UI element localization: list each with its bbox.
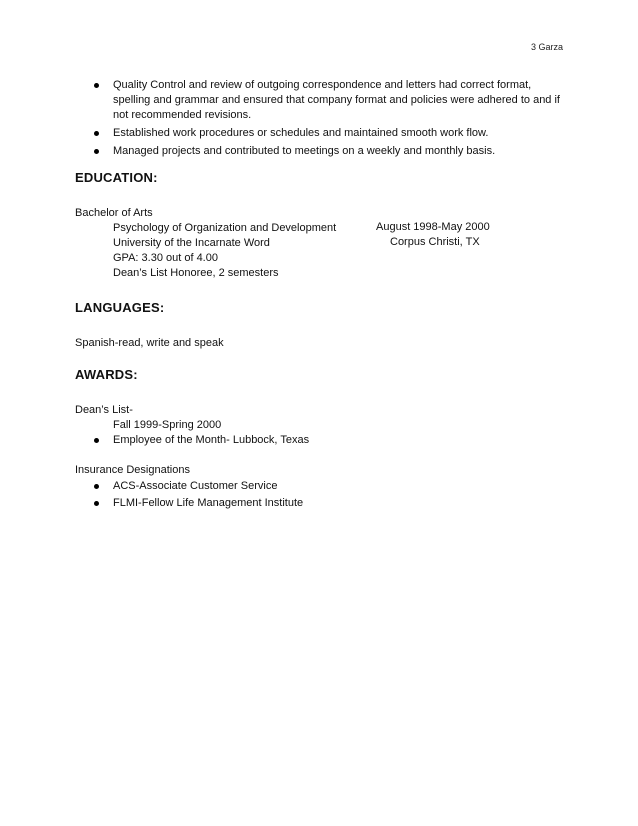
page-number-header: 3 Garza xyxy=(530,42,563,52)
bullet-icon xyxy=(94,438,99,443)
award-bullet xyxy=(75,433,555,448)
experience-bullet-list xyxy=(75,78,565,162)
insurance-bullet xyxy=(75,496,555,511)
gpa-text: GPA: 3.30 out of 4.00 xyxy=(113,252,218,264)
bullet-icon xyxy=(94,501,99,506)
bullet-icon xyxy=(94,83,99,88)
experience-bullet xyxy=(75,78,565,123)
experience-bullet xyxy=(75,144,565,159)
bullet-text: Employee of the Month- Lubbock, Texas xyxy=(113,434,310,446)
deans-list-title: Dean’s List- xyxy=(75,404,133,416)
bullet-text: Quality Control and review of outgoing correspondence and letters had correct format, spelling and grammar and ensured that company format and policies were adhered to and if not recommended revisions. xyxy=(113,79,560,121)
bullet-text: Established work procedures or schedules and maintained smooth work flow. xyxy=(113,127,489,139)
insurance-bullet xyxy=(75,479,555,494)
school-location: Corpus Christi, TX xyxy=(390,236,480,248)
bullet-icon xyxy=(94,149,99,154)
awards-heading: AWARDS: xyxy=(75,367,138,382)
major-text: Psychology of Organization and Development xyxy=(113,222,337,234)
bullet-text: Managed projects and contributed to meetings on a weekly and monthly basis. xyxy=(113,145,496,157)
honor-text: Dean’s List Honoree, 2 semesters xyxy=(113,267,279,279)
school-name: University of the Incarnate Word xyxy=(113,237,270,249)
experience-bullet xyxy=(75,126,565,141)
languages-heading: LANGUAGES: xyxy=(75,300,165,315)
bullet-text: ACS-Associate Customer Service xyxy=(113,480,278,492)
bullet-text: FLMI-Fellow Life Management Institute xyxy=(113,497,304,509)
education-heading: EDUCATION: xyxy=(75,170,158,185)
deans-list-period: Fall 1999-Spring 2000 xyxy=(113,419,222,431)
awards-bullet-list xyxy=(75,433,555,450)
bullet-icon xyxy=(94,484,99,489)
languages-text: Spanish-read, write and speak xyxy=(75,337,224,349)
bullet-icon xyxy=(94,131,99,136)
insurance-title: Insurance Designations xyxy=(75,464,190,476)
degree-title: Bachelor of Arts xyxy=(75,207,153,219)
education-dates: August 1998-May 2000 xyxy=(376,221,490,233)
insurance-bullet-list xyxy=(75,479,555,513)
